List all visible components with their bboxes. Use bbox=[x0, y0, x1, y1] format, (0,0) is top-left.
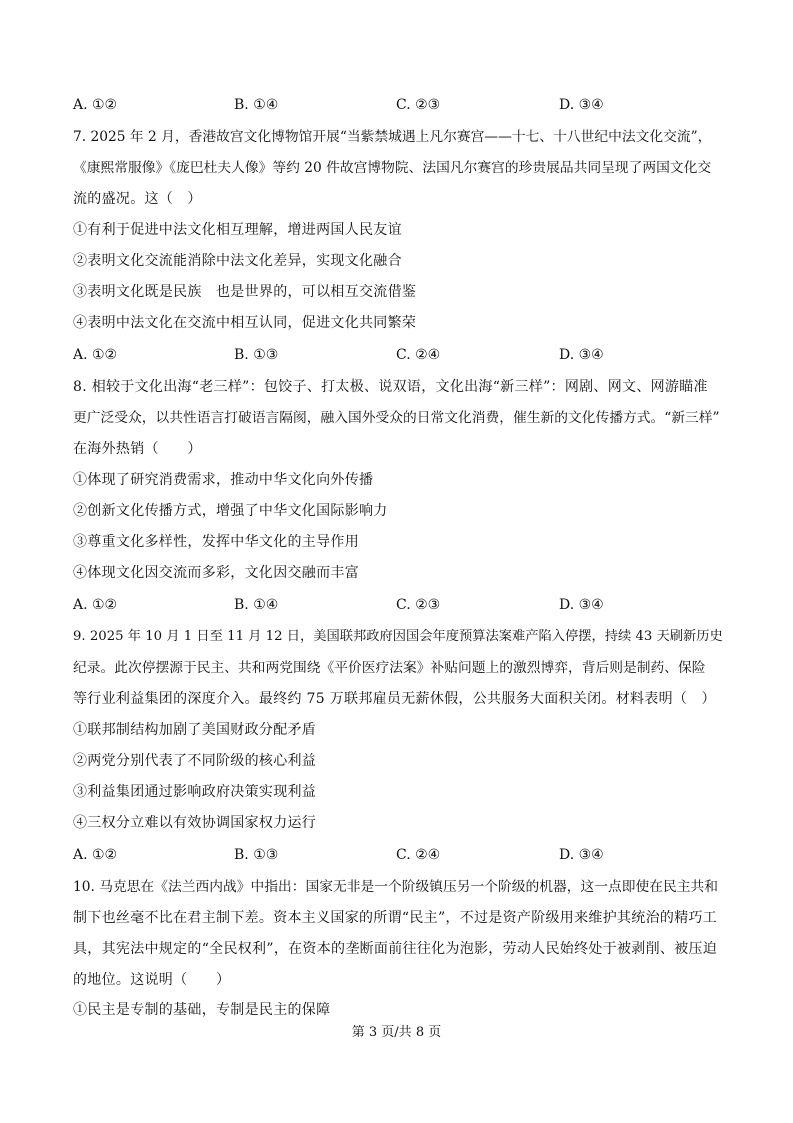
q9-stem-line-1: 9. 2025 年 10 月 1 日至 11 月 12 日，美国联邦政府因国会年度预算法案难产陷入停摆，持续 43 天刷新历史 bbox=[73, 629, 723, 644]
q10-stem-line-1: 10. 马克思在《法兰西内战》中指出：国家无非是一个阶级镇压另一个阶级的机器，这一点即使在民主共和 bbox=[73, 879, 718, 895]
q7-statement-1: ①有利于促进中法文化相互理解，增进两国人民友谊 bbox=[73, 222, 402, 238]
q8-stem-line-3: 在海外热销（ ） bbox=[73, 441, 202, 457]
q8-option-c[interactable]: C. ②③ bbox=[396, 597, 441, 613]
option-d[interactable]: D. ③④ bbox=[559, 97, 604, 113]
q7-statement-3: ③表明文化既是民族 也是世界的，可以相互交流借鉴 bbox=[73, 284, 417, 300]
q8-stem-line-1: 8. 相较于文化出海“老三样”：包饺子、打太极、说双语，文化出海“新三样”：网剧、网文、网游瞄准 bbox=[73, 379, 708, 395]
q8-option-a[interactable]: A. ①② bbox=[73, 597, 118, 613]
option-c[interactable]: C. ②③ bbox=[396, 97, 441, 113]
q7-option-c[interactable]: C. ②④ bbox=[396, 347, 441, 363]
q8-statement-3: ③尊重文化多样性，发挥中华文化的主导作用 bbox=[73, 534, 359, 550]
q8-options bbox=[73, 595, 723, 615]
q9-option-c[interactable]: C. ②④ bbox=[396, 847, 441, 863]
q7-option-a[interactable]: A. ①② bbox=[73, 347, 118, 363]
q7-options bbox=[73, 345, 723, 365]
page-number-footer: 第 3 页/共 8 页 bbox=[351, 1025, 442, 1040]
q9-statement-3: ③利益集团通过影响政府决策实现利益 bbox=[73, 784, 317, 800]
q9-statement-4: ④三权分立难以有效协调国家权力运行 bbox=[73, 815, 317, 831]
q8-statement-4: ④体现文化因交流而多彩，文化因交融而丰富 bbox=[73, 565, 359, 581]
q8-statement-1: ①体现了研究消费需求，推动中华文化向外传播 bbox=[73, 472, 374, 488]
q9-option-a[interactable]: A. ①② bbox=[73, 847, 118, 863]
q7-stem-line-3: 流的盛况。这（ ） bbox=[73, 191, 202, 207]
q8-option-b[interactable]: B. ①④ bbox=[234, 597, 279, 613]
q7-option-d[interactable]: D. ③④ bbox=[559, 347, 604, 363]
q9-options bbox=[73, 845, 723, 865]
prev-question-options bbox=[73, 95, 723, 115]
q8-statement-2: ②创新文化传播方式，增强了中华文化国际影响力 bbox=[73, 503, 388, 519]
q7-statement-4: ④表明中法文化在交流中相互认同，促进文化共同繁荣 bbox=[73, 315, 417, 331]
option-a[interactable]: A. ①② bbox=[73, 97, 118, 113]
q10-stem-line-4: 的地位。这说明（ ） bbox=[73, 972, 231, 988]
q7-stem-line-1: 7. 2025 年 2 月，香港故宫文化博物馆开展“当紫禁城遇上凡尔赛宫——十七、十八世纪中法文化交流”， bbox=[73, 129, 712, 145]
q8-option-d[interactable]: D. ③④ bbox=[559, 597, 604, 613]
q7-option-b[interactable]: B. ①③ bbox=[234, 347, 279, 363]
q9-stem-line-2: 纪录。此次停摆源于民主、共和两党围绕《平价医疗法案》补贴问题上的激烈博弈，背后则是制药、保险 bbox=[73, 660, 706, 676]
q7-stem-line-2: 《康熙常服像》《庞巴杜夫人像》等约 20 件故宫博物院、法国凡尔赛宫的珍贵展品共同呈现了两国文化交 bbox=[73, 160, 712, 176]
q9-statement-1: ①联邦制结构加剧了美国财政分配矛盾 bbox=[73, 722, 317, 738]
q10-stem-line-2: 制下也丝毫不比在君主制下差。资本主义国家的所谓“民主”，不过是资产阶级用来维护其统治的精巧工 bbox=[73, 910, 718, 926]
q10-statement-1: ①民主是专制的基础，专制是民主的保障 bbox=[73, 1002, 331, 1018]
q7-statement-2: ②表明文化交流能消除中法文化差异，实现文化融合 bbox=[73, 253, 402, 269]
option-b[interactable]: B. ①④ bbox=[234, 97, 279, 113]
q10-stem-line-3: 具，其宪法中规定的“全民权利”，在资本的垄断面前往往化为泡影，劳动人民始终处于被剥削、被压迫 bbox=[73, 941, 718, 957]
q9-stem-line-3: 等行业利益集团的深度介入。最终约 75 万联邦雇员无薪休假，公共服务大面积关闭。材料表明（ ） bbox=[73, 691, 716, 707]
q8-stem-line-2: 更广泛受众，以共性语言打破语言隔阂，融入国外受众的日常文化消费，催生新的文化传播方式。“新三样” bbox=[73, 410, 720, 426]
q9-option-b[interactable]: B. ①③ bbox=[234, 847, 279, 863]
q9-option-d[interactable]: D. ③④ bbox=[559, 847, 604, 863]
q9-statement-2: ②两党分别代表了不同阶级的核心利益 bbox=[73, 753, 317, 769]
